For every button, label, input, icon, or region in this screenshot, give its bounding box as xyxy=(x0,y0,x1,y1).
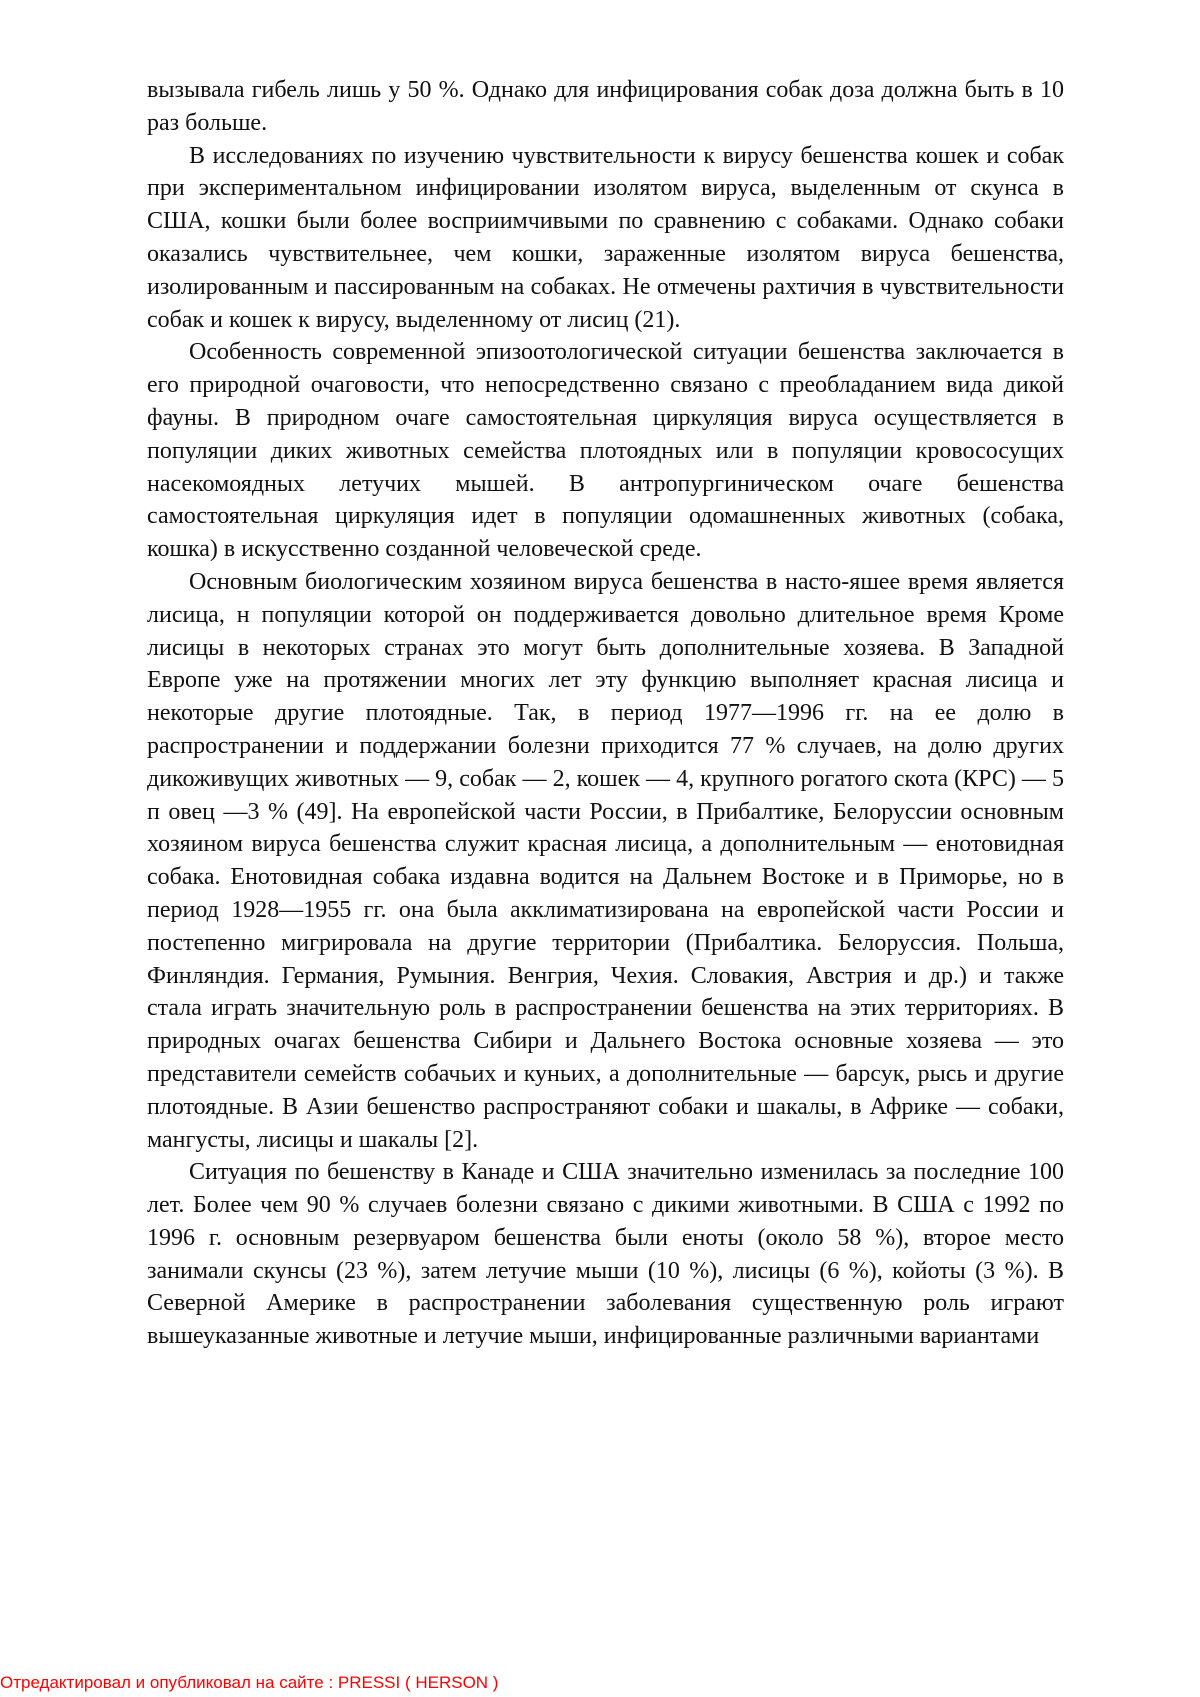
publisher-credit: Отредактировал и опубликовал на сайте : PRESSI ( HERSON ) xyxy=(0,1673,499,1692)
paragraph-canada-usa: Ситуация по бешенству в Канаде и США значительно изменилась за последние 100 лет. Более чем 90 % случаев болезни связано с дикими животными. В США с 1992 по 1996 г. основным резервуаром бешенства были еноты (около 58 %), второе место занимали скунсы (23 %), затем летучие мыши (10 %), лисицы (6 %), койоты (3 %). В Северной Америке в распространении заболевания существенную роль играют вышеуказанные животные и летучие мыши, инфицированные различными вариантами xyxy=(147,1159,1064,1350)
paragraph-cat-dog-sensitivity: В исследованиях по изучению чувствительности к вирусу бешенства кошек и собак при экспериментальном инфицировании изолятом вируса, выделенным от скунса в США, кошки были более восприимчивыми по сравнению с собаками. Однако собаки оказались чувствительнее, чем кошки, зараженные изолятом вируса бешенства, изолированным и пассированным на собаках. Не отмечены рахтичия в чувствительности собак и кошек к вирусу, выделенному от лисиц (21). xyxy=(147,142,1064,333)
body-text xyxy=(147,74,1064,1353)
paragraph-continuation: вызывала гибель лишь у 50 %. Однако для инфицирования собак доза должна быть в 10 раз больше. xyxy=(147,77,1064,136)
paragraph-natural-foci: Особенность современной эпизоотологической ситуации бешенства заключается в его природной очаговости, что непосредственно связано с преобладанием вида дикой фауны. В природном очаге самостоятельная циркуляция вируса осуществляется в популяции диких животных семейства плотоядных или в популяции кровососущих насекомоядных летучих мышей. В антропургиническом очаге бешенства самостоятельная циркуляция идет в популяции одомашненных животных (собака, кошка) в искусственно созданной человеческой среде. xyxy=(147,339,1064,563)
paragraph-main-host-fox: Основным биологическим хозяином вируса бешенства в насто-яшее время является лисица, н популяции которой он поддерживается довольно длительное время Кроме лисицы в некоторых странах это могут быть дополнительные хозяева. В Западной Европе уже на протяжении многих лет эту функцию выполняет красная лисица и некоторые другие плотоядные. Так, в период 1977—1996 гг. на ее долю в распространении и поддержании болезни приходится 77 % случаев, на долю других дикоживущих животных — 9, собак — 2, кошек — 4, крупного рогатого скота (КРС) — 5 п овец —3 % (49]. На европейской части России, в Прибалтике, Белоруссии основным хозяином вируса бешенства служит красная лисица, а дополнительным — енотовидная собака. Енотовидная собака издавна водится на Дальнем Востоке и в Приморье, но в период 1928—1955 гг. она была акклиматизирована на европейской части России и постепенно мигрировала на другие территории (Прибалтика. Белоруссия. Польша, Финляндия. Германия, Румыния. Венгрия, Чехия. Словакия, Австрия и др.) и также стала играть значительную роль в распространении бешенства на этих территориях. В природных очагах бешенства Сибири и Дальнего Востока основные хозяева — это представители семейств собачьих и куньих, а дополнительные — барсук, рысь и другие плотоядные. В Азии бешенство распространяют собаки и шакалы, в Африке — собаки, мангусты, лисицы и шакалы [2]. xyxy=(147,568,1064,1153)
